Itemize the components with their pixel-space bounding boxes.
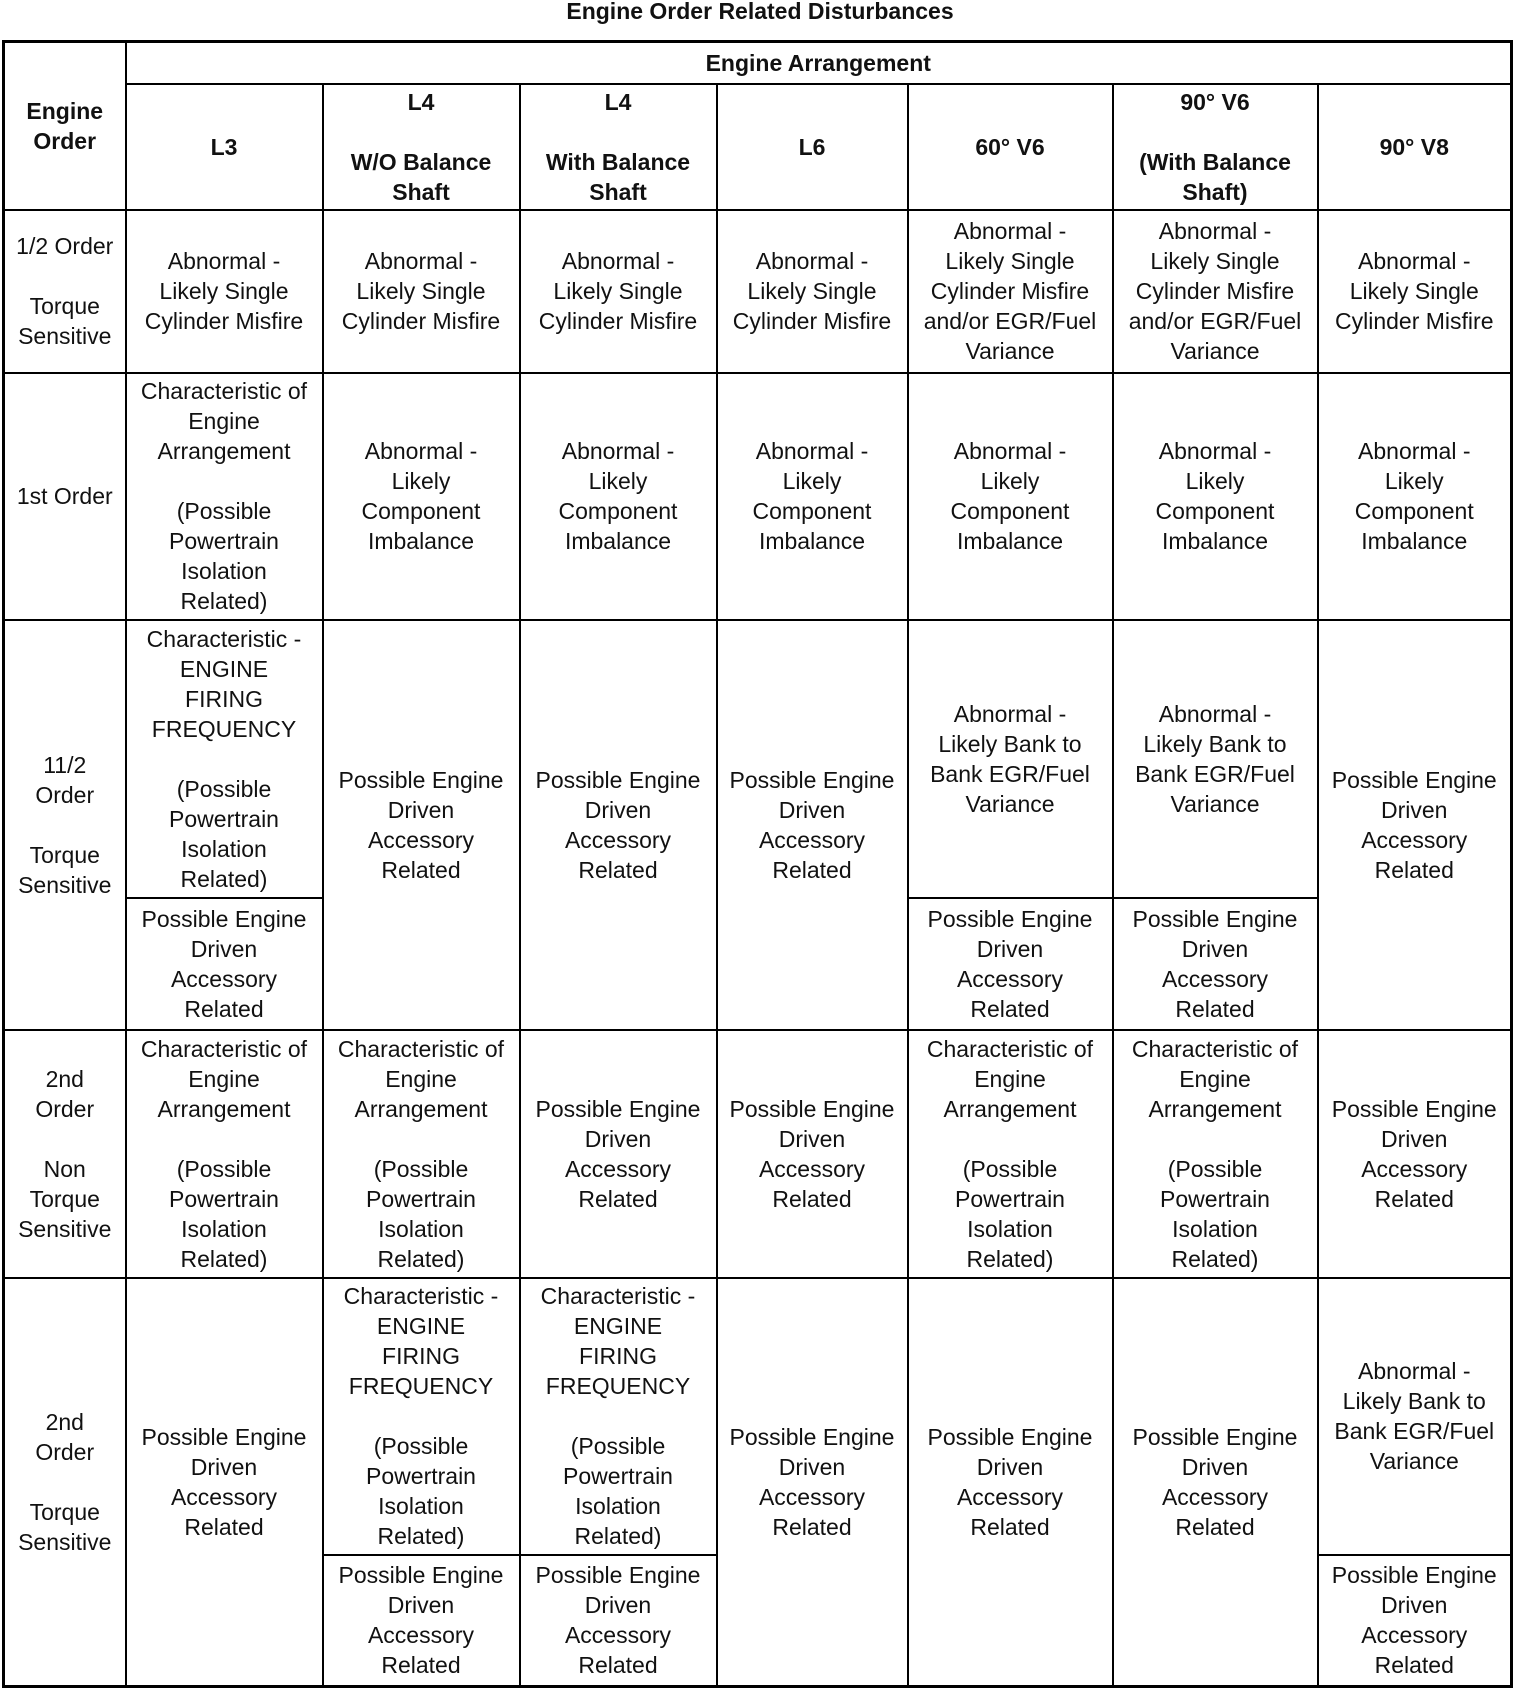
column-header-90-v6: 90° V6 (With Balance Shaft) <box>1113 84 1318 210</box>
table-cell: Possible Engine Driven Accessory Related <box>126 898 323 1030</box>
table-cell: Abnormal - Likely Component Imbalance <box>1318 373 1512 620</box>
table-cell: Abnormal - Likely Component Imbalance <box>1113 373 1318 620</box>
table-cell: Possible Engine Driven Accessory Related <box>1318 1030 1512 1278</box>
table-cell: Abnormal - Likely Single Cylinder Misfire <box>126 210 323 373</box>
table-cell: Abnormal - Likely Component Imbalance <box>520 373 717 620</box>
table-cell: Characteristic - ENGINE FIRING FREQUENCY (Possible Powertrain Isolation Related) <box>126 620 323 898</box>
table-cell: Possible Engine Driven Accessory Related <box>1113 898 1318 1030</box>
table-cell: Abnormal - Likely Single Cylinder Misfire and/or EGR/Fuel Variance <box>908 210 1113 373</box>
page-title: Engine Order Related Disturbances <box>566 0 954 24</box>
table-cell: Abnormal - Likely Component Imbalance <box>717 373 908 620</box>
table-cell: Possible Engine Driven Accessory Related <box>717 1278 908 1687</box>
table-cell: Characteristic of Engine Arrangement (Possible Powertrain Isolation Related) <box>126 1030 323 1278</box>
column-header-l3: L3 <box>126 84 323 210</box>
row-label-half-order: 1/2 Order Torque Sensitive <box>4 210 126 373</box>
table-cell: Abnormal - Likely Component Imbalance <box>323 373 520 620</box>
table-row <box>4 620 1512 898</box>
table-cell: Abnormal - Likely Bank to Bank EGR/Fuel Variance <box>908 620 1113 898</box>
table-row <box>4 1030 1512 1278</box>
table-cell: Abnormal - Likely Single Cylinder Misfire <box>520 210 717 373</box>
table-cell: Abnormal - Likely Single Cylinder Misfire and/or EGR/Fuel Variance <box>1113 210 1318 373</box>
table-cell: Possible Engine Driven Accessory Related <box>520 1030 717 1278</box>
table-cell: Characteristic - ENGINE FIRING FREQUENCY (Possible Powertrain Isolation Related) <box>520 1278 717 1555</box>
table-cell: Abnormal - Likely Single Cylinder Misfire <box>1318 210 1512 373</box>
table-cell: Possible Engine Driven Accessory Related <box>1113 1278 1318 1687</box>
column-header-60-v6: 60° V6 <box>908 84 1113 210</box>
table-cell: Possible Engine Driven Accessory Related <box>1318 620 1512 1030</box>
table-cell: Possible Engine Driven Accessory Related <box>1318 1555 1512 1687</box>
table-cell: Characteristic of Engine Arrangement (Possible Powertrain Isolation Related) <box>1113 1030 1318 1278</box>
table-cell: Characteristic of Engine Arrangement (Possible Powertrain Isolation Related) <box>126 373 323 620</box>
table-cell: Abnormal - Likely Single Cylinder Misfire <box>717 210 908 373</box>
table-cell: Possible Engine Driven Accessory Related <box>126 1278 323 1687</box>
header-engine-arrangement: Engine Arrangement <box>126 42 1512 84</box>
column-header-l6: L6 <box>717 84 908 210</box>
row-label-second-order-non-torque: 2nd Order Non Torque Sensitive <box>4 1030 126 1278</box>
table-cell: Abnormal - Likely Bank to Bank EGR/Fuel Variance <box>1318 1278 1512 1555</box>
row-label-one-and-half-order: 11/2 Order Torque Sensitive <box>4 620 126 1030</box>
table-row <box>4 210 1512 373</box>
table-row <box>4 1278 1512 1555</box>
table-cell: Possible Engine Driven Accessory Related <box>520 1555 717 1687</box>
disturbance-table <box>2 40 1513 1688</box>
table-cell: Abnormal - Likely Single Cylinder Misfire <box>323 210 520 373</box>
column-header-l4-with-balance: L4 With Balance Shaft <box>520 84 717 210</box>
table-cell: Characteristic of Engine Arrangement (Possible Powertrain Isolation Related) <box>908 1030 1113 1278</box>
table-cell: Possible Engine Driven Accessory Related <box>717 1030 908 1278</box>
row-label-second-order-torque: 2nd Order Torque Sensitive <box>4 1278 126 1687</box>
column-header-l4-without-balance: L4 W/O Balance Shaft <box>323 84 520 210</box>
table-cell: Possible Engine Driven Accessory Related <box>717 620 908 1030</box>
header-engine-order: Engine Order <box>4 42 126 210</box>
table-cell: Possible Engine Driven Accessory Related <box>908 1278 1113 1687</box>
table-cell: Abnormal - Likely Component Imbalance <box>908 373 1113 620</box>
table-cell: Abnormal - Likely Bank to Bank EGR/Fuel Variance <box>1113 620 1318 898</box>
table-row <box>4 373 1512 620</box>
column-header-90-v8: 90° V8 <box>1318 84 1512 210</box>
table-cell: Possible Engine Driven Accessory Related <box>520 620 717 1030</box>
table-cell: Possible Engine Driven Accessory Related <box>323 620 520 1030</box>
row-label-first-order: 1st Order <box>4 373 126 620</box>
table-cell: Characteristic of Engine Arrangement (Possible Powertrain Isolation Related) <box>323 1030 520 1278</box>
table-cell: Characteristic - ENGINE FIRING FREQUENCY (Possible Powertrain Isolation Related) <box>323 1278 520 1555</box>
table-cell: Possible Engine Driven Accessory Related <box>323 1555 520 1687</box>
table-cell: Possible Engine Driven Accessory Related <box>908 898 1113 1030</box>
